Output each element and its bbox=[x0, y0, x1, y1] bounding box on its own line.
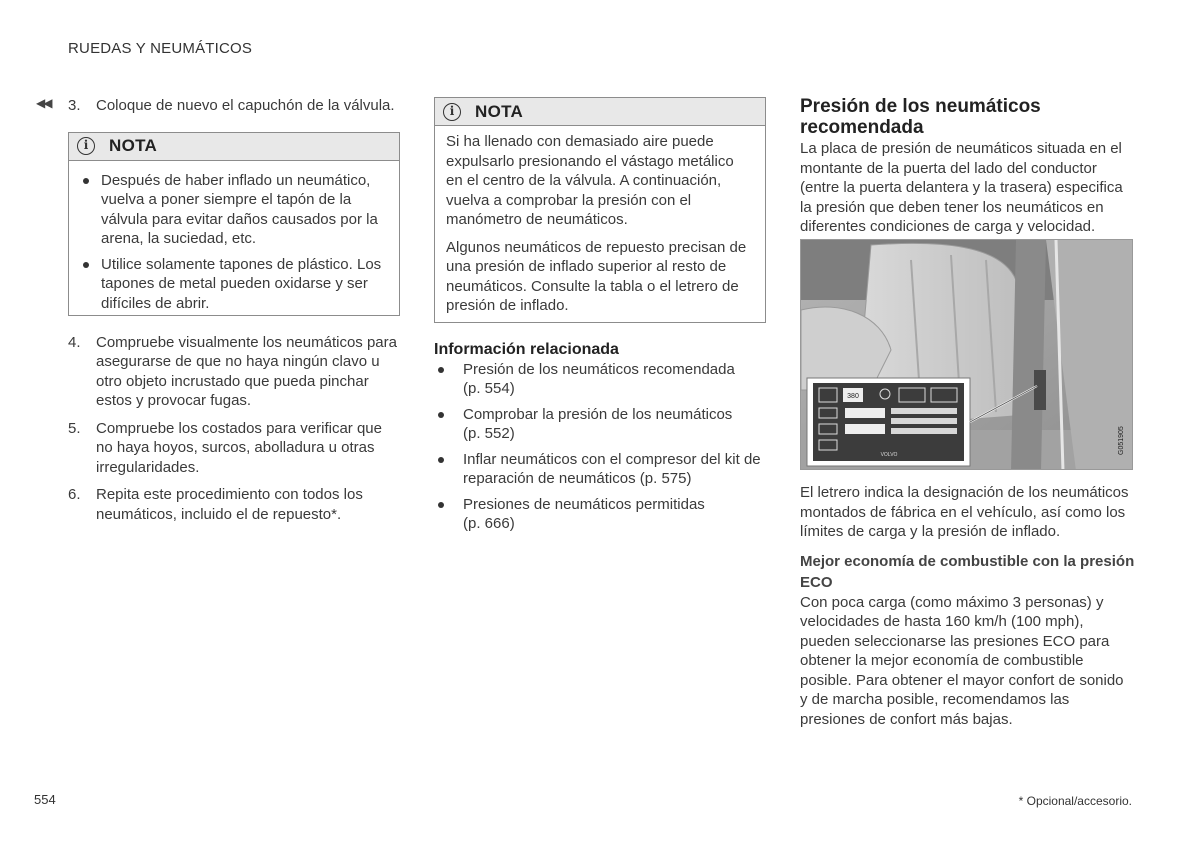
placard-value: 380 bbox=[847, 393, 859, 400]
continued-icon: ◀◀ bbox=[36, 96, 51, 110]
column-3 bbox=[800, 96, 1135, 237]
note-item: Utilice solamente tapones de plástico. Los tapones de metal pueden oxidarse y ser difíciles de abrir. bbox=[79, 255, 387, 314]
note-title: NOTA bbox=[109, 136, 158, 156]
related-link[interactable]: Comprobar la presión de los neumáticos (p. 552) bbox=[434, 405, 766, 444]
steps-list bbox=[68, 333, 400, 525]
note-paragraph: Si ha llenado con demasiado aire puede expulsarlo presionando el vástago metálico en el centro de la válvula. A continuación, vuelva a comprobar la presión con el manómetro de neumáticos. bbox=[446, 133, 734, 228]
related-link[interactable]: Inflar neumáticos con el compresor del kit de reparación de neumáticos (p. 575) bbox=[434, 450, 766, 489]
note-item: Después de haber inflado un neumático, vuelva a poner siempre el tapón de la válvula para evitar daños causados por la arena, la suciedad, etc. bbox=[79, 171, 387, 249]
intro-paragraph: La placa de presión de neumáticos situada en el montante de la puerta del lado del conductor (entre la puerta delantera y la trasera) especifica la presión que deben tener los neumáticos en diferentes condiciones de carga y velocidad. bbox=[800, 140, 1123, 235]
step-4: 4. Compruebe visualmente los neumáticos para asegurarse de que no haya ningún clavo u otro objeto incrustado que pueda pinchar estos y provocar fugas. bbox=[68, 333, 397, 409]
step-6: 6. Repita este procedimiento con todos los neumáticos, incluido el de repuesto*. bbox=[68, 486, 363, 523]
door-pillar-placard-photo bbox=[800, 239, 1133, 470]
step-text: Coloque de nuevo el capuchón de la válvula. bbox=[96, 97, 395, 114]
column-1 bbox=[68, 96, 400, 524]
page-number: 554 bbox=[34, 792, 56, 807]
note-header bbox=[69, 133, 399, 161]
image-caption: El letrero indica la designación de los neumáticos montados de fábrica en el vehículo, así como los límites de carga y la presión de inflado. bbox=[800, 484, 1129, 540]
step-3 bbox=[68, 96, 400, 116]
section-title: RUEDAS Y NEUMÁTICOS bbox=[68, 40, 253, 57]
related-links bbox=[434, 360, 766, 534]
info-icon: i bbox=[443, 103, 461, 121]
figure-code: G051905 bbox=[1118, 426, 1125, 455]
footnote: * Opcional/accesorio. bbox=[1018, 794, 1132, 808]
step-number: 3. bbox=[68, 97, 81, 114]
note-box-2 bbox=[434, 97, 766, 323]
section-heading: Presión de los neumáticos recomendada bbox=[800, 96, 1041, 138]
note-box-1 bbox=[68, 132, 400, 316]
column-3-lower bbox=[800, 483, 1135, 729]
related-link[interactable]: Presiones de neumáticos permitidas (p. 666) bbox=[434, 495, 766, 534]
note-title: NOTA bbox=[475, 101, 524, 121]
related-heading: Información relacionada bbox=[434, 341, 619, 358]
sub-heading: Mejor economía de combustible con la presión ECO bbox=[800, 552, 1135, 591]
step-5: 5. Compruebe los costados para verificar que no haya hoyos, surcos, abolladura u otras irregularidades. bbox=[68, 419, 382, 476]
column-2 bbox=[434, 97, 766, 534]
info-icon: i bbox=[77, 137, 95, 155]
note-header bbox=[435, 98, 765, 126]
note-paragraph: Algunos neumáticos de repuesto precisan de una presión de inflado superior al resto de neumáticos. Consulte la tabla o el letrero de presión de inflado. bbox=[446, 238, 747, 314]
related-link[interactable]: Presión de los neumáticos recomendada (p. 554) bbox=[434, 360, 766, 399]
placard-brand: VOLVO bbox=[880, 452, 898, 458]
eco-paragraph: Con poca carga (como máximo 3 personas) y velocidades de hasta 160 km/h (100 mph), pueden seleccionarse las presiones ECO para obtener la mejor economía de combustible posible. Para obtener el mayor confort de sonido y de marcha posible, recomendamos las presiones de confort más bajas. bbox=[800, 593, 1124, 728]
